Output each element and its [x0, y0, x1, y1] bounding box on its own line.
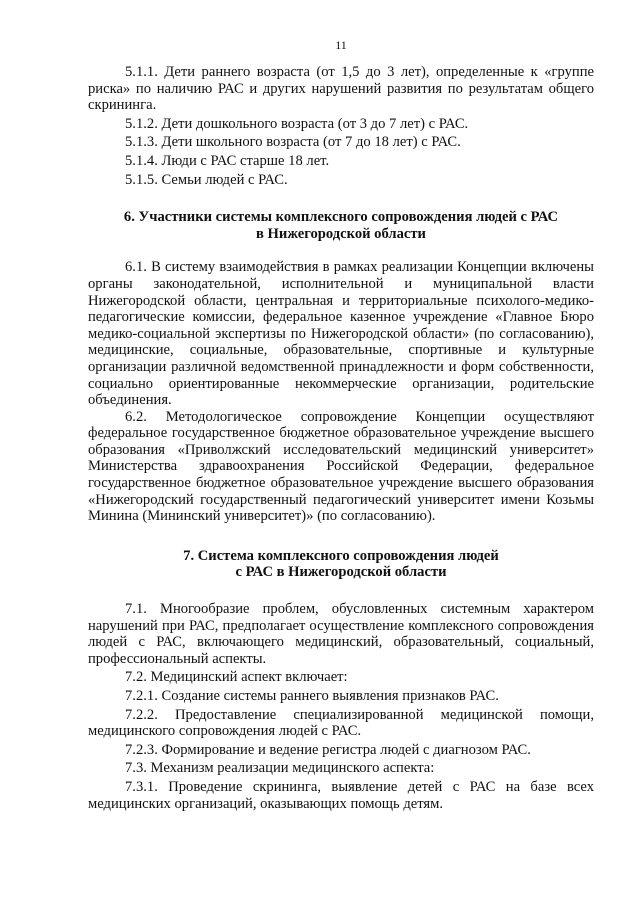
section-6-heading: [88, 209, 594, 242]
paragraph-5-1-3: 5.1.3. Дети школьного возраста (от 7 до 18 лет) с РАС.: [125, 134, 461, 151]
paragraph-7-2-2: 7.2.2. Предоставление специализированной медицинской помощи, медицинского сопровождения людей с РАС.: [88, 706, 594, 740]
paragraph-5-1-5: 5.1.5. Семьи людей с РАС.: [125, 171, 288, 188]
section-5-items: [88, 64, 594, 188]
paragraph-7-1: 7.1. Многообразие проблем, обусловленных системным характером нарушений при РАС, предполагает осуществление комплексного сопровождения людей с РАС, включающего медицинский, образовательный, социальный, профессиональный аспекты.: [88, 601, 594, 667]
page-number: 11: [335, 38, 347, 52]
paragraph-6-2: 6.2. Методологическое сопровождение Концепции осуществляют федеральное государственное бюджетное образовательное учреждение высшего образования «Приволжский исследовательский медицинский университет» Министерства здравоохранения Российской Федерации, федеральное государственное бюджетное образовательное учреждение высшего образования «Нижегородский государственный педагогический университет имени Козьмы Минина (Мининский университет)» (по согласованию).: [88, 408, 594, 525]
section-7-heading-line-1: 7. Система комплексного сопровождения людей: [183, 547, 499, 564]
section-7-heading-line-2: с РАС в Нижегородской области: [235, 564, 447, 581]
section-7-body: [88, 601, 594, 812]
section-6-heading-line-2: в Нижегородской области: [256, 225, 426, 242]
paragraph-7-3-1: 7.3.1. Проведение скрининга, выявление детей с РАС на базе всех медицинских организаций, оказывающих помощь детям.: [88, 778, 594, 812]
paragraph-7-2-1: 7.2.1. Создание системы раннего выявления признаков РАС.: [125, 688, 499, 704]
paragraph-5-1-4: 5.1.4. Люди с РАС старше 18 лет.: [125, 152, 330, 169]
section-6-body: [88, 259, 594, 525]
paragraph-5-1-2: 5.1.2. Дети дошкольного возраста (от 3 до 7 лет) с РАС.: [125, 115, 469, 132]
paragraph-6-1: 6.1. В систему взаимодействия в рамках реализации Концепции включены органы законодательной, исполнительной и муниципальной власти Нижегородской области, центральная и территориальные психолого-медико-педагогические комиссии, федеральное казенное учреждение «Главное Бюро медико-социальной экспертизы по Нижегородской области» (по согласованию), медицинские, социальные, образовательные, спортивные и культурные организации различной ведомственной принадлежности и форм собственности, социально ориентированные некоммерческие организации, родительские объединения.: [88, 259, 594, 409]
paragraph-7-3: 7.3. Механизм реализации медицинского аспекта:: [125, 760, 435, 777]
paragraph-5-1-1: 5.1.1. Дети раннего возраста (от 1,5 до 3 лет), определенные к «группе риска» по наличию РАС и других нарушений развития по результатам общего скрининга.: [88, 64, 594, 114]
paragraph-7-2-3: 7.2.3. Формирование и ведение регистра людей с диагнозом РАС.: [125, 741, 531, 758]
section-7-heading: [88, 548, 594, 581]
document-page: [88, 38, 594, 812]
section-6-heading-line-1: 6. Участники системы комплексного сопровождения людей с РАС: [123, 209, 559, 226]
paragraph-7-2: 7.2. Медицинский аспект включает:: [125, 669, 348, 686]
